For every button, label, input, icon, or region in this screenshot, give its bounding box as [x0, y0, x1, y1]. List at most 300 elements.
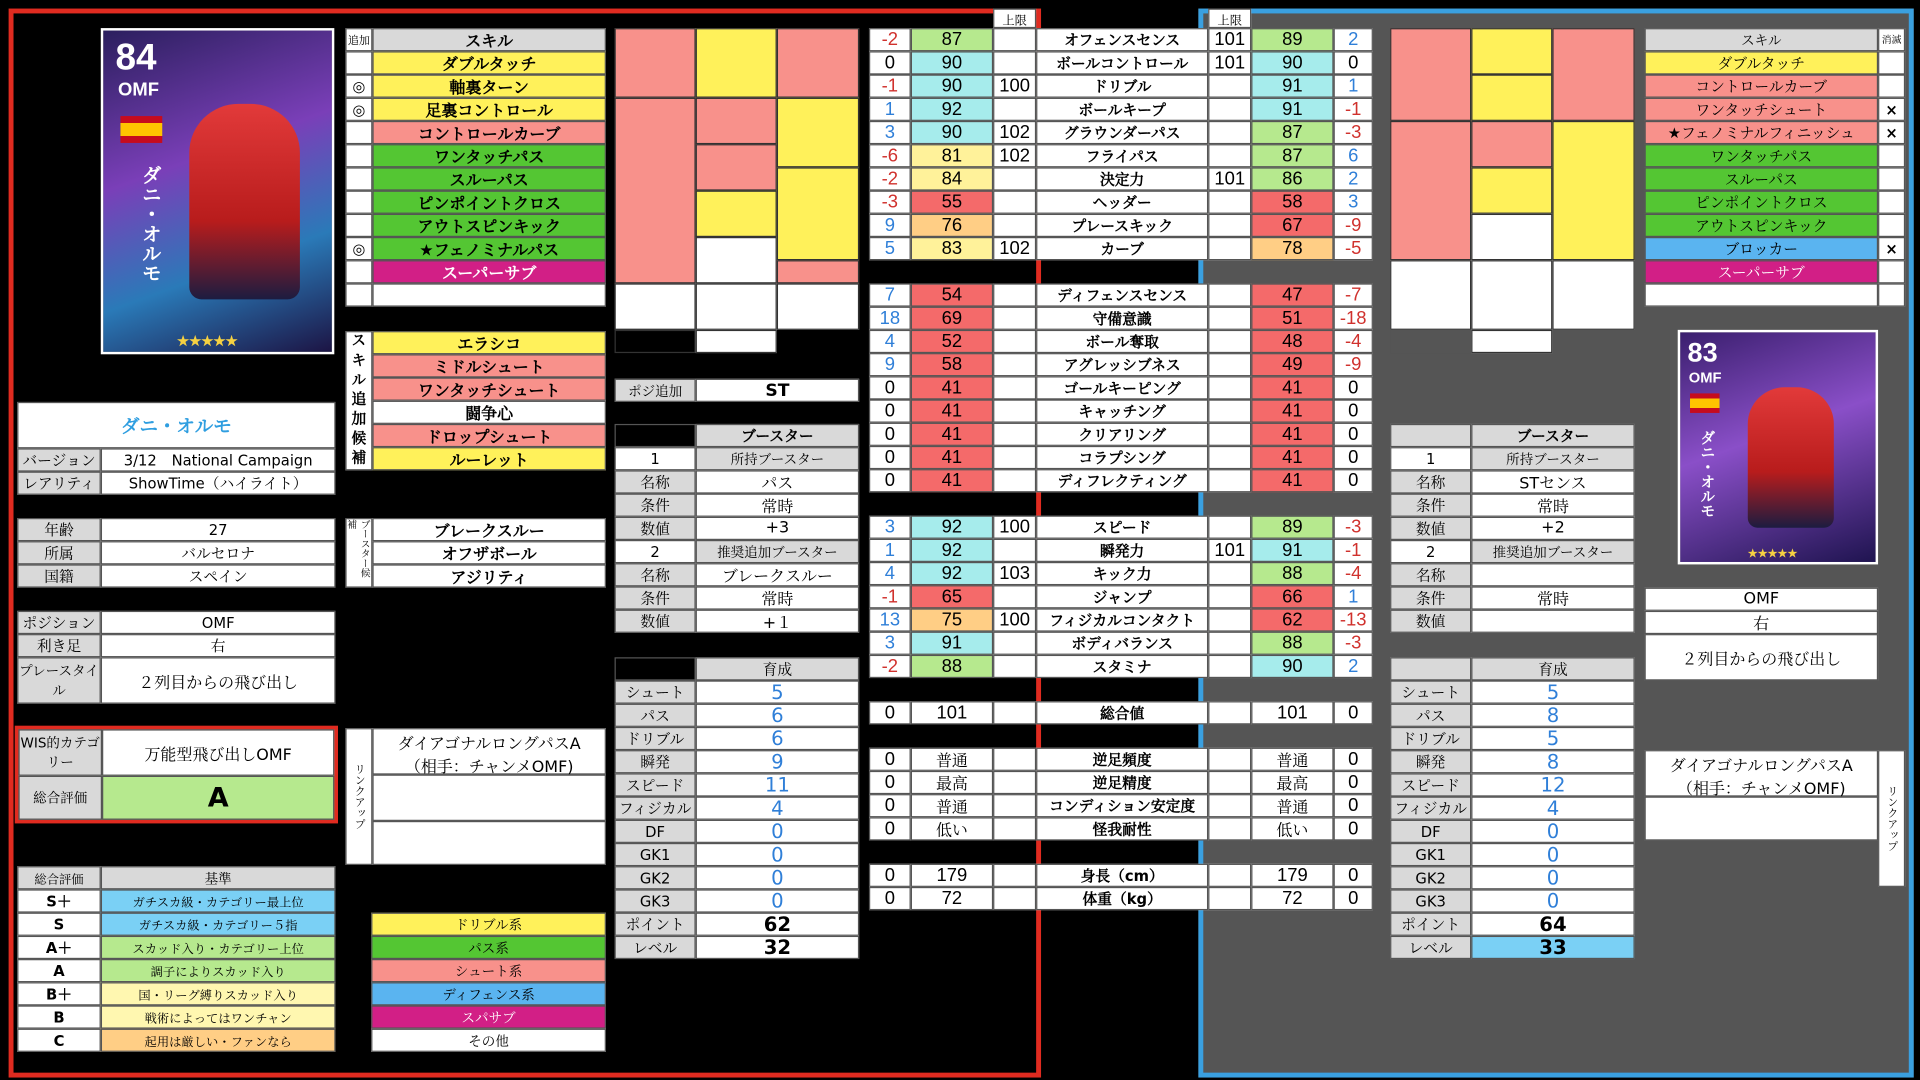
training-value: 0 [1471, 889, 1634, 912]
skill-header-right: スキル [1645, 28, 1879, 51]
stat-cap-left [993, 446, 1036, 469]
stat-diff-right: 2 [1334, 655, 1373, 678]
stat-cap-left: 102 [993, 237, 1036, 260]
stat-value-left: 69 [911, 307, 993, 330]
stat-value-right: 58 [1251, 191, 1333, 214]
booster-no: 1 [1390, 447, 1471, 470]
stat-name: キャッチング [1036, 399, 1208, 422]
stat-value-right: 41 [1251, 376, 1333, 399]
stat-cap-right [1208, 353, 1251, 376]
training-value: 0 [1471, 820, 1634, 843]
stat-value-left: 92 [911, 539, 993, 562]
stat-value-right: 41 [1251, 399, 1333, 422]
stat-diff-left: -1 [869, 75, 911, 98]
card-position: OMF [117, 79, 159, 101]
stat-cap-right [1208, 307, 1251, 330]
stat-name: ゴールキーピング [1036, 376, 1208, 399]
stat-value-left: 92 [911, 516, 993, 539]
rating-grade: B [17, 1005, 101, 1028]
training-value: 5 [696, 680, 859, 703]
stat-name: クリアリング [1036, 423, 1208, 446]
stat-diff-left: 4 [869, 562, 911, 585]
skills-table-left [345, 28, 606, 307]
skill-delete-mark [1878, 260, 1905, 283]
diff-left: 0 [869, 771, 911, 794]
training-stat: 瞬発 [615, 750, 696, 773]
category-table [15, 726, 338, 824]
stat-cap-left [993, 376, 1036, 399]
rating-criteria: ガチスカ級・カテゴリー５指 [101, 913, 336, 936]
right-link-text1: ダイアゴナルロングパスA [1669, 757, 1853, 776]
stat-value-right: 62 [1251, 608, 1333, 631]
booster-value: 常時 [696, 494, 859, 517]
stat-cap-left: 103 [993, 562, 1036, 585]
skill-item: 足裏コントロール [372, 98, 606, 121]
training-stat: ドリブル [615, 727, 696, 750]
rating-grade: S＋ [17, 889, 101, 912]
booster-value: ブレークスルー [696, 563, 859, 586]
stat-value-left: 54 [911, 283, 993, 306]
right-info-table [1645, 588, 1879, 681]
stat-cap-left [993, 167, 1036, 190]
stat-value-right: 90 [1251, 655, 1333, 678]
link-up-label: リンクアップ [345, 728, 372, 865]
player-card-right [1678, 330, 1878, 565]
training-value: 4 [696, 797, 859, 820]
skill-item-right: ワンタッチパス [1645, 144, 1879, 167]
stat-cap-left: 100 [993, 516, 1036, 539]
value-right: 72 [1251, 887, 1333, 910]
booster-spacer [615, 424, 696, 447]
booster-key: 数値 [615, 610, 696, 633]
training-stat: パス [1390, 704, 1471, 727]
booster-label: 推奨追加ブースター [696, 540, 859, 563]
stat-diff-right: -13 [1334, 608, 1373, 631]
rating-grade: S [17, 913, 101, 936]
stat-cap-left [993, 283, 1036, 306]
stat-name: フライパス [1036, 144, 1208, 167]
stat-value-left: 41 [911, 376, 993, 399]
skill-delete-mark [1878, 75, 1905, 98]
value-right: 普通 [1251, 748, 1333, 771]
stat-value-right: 88 [1251, 632, 1333, 655]
diff-right: 0 [1334, 887, 1373, 910]
value-left: 72 [911, 887, 993, 910]
foot-label: 利き足 [17, 634, 101, 657]
stat-cap-left [993, 214, 1036, 237]
cap-empty [993, 748, 1036, 771]
stat-diff-right: -3 [1334, 121, 1373, 144]
stat-cap-right [1208, 585, 1251, 608]
value-left: 最高 [911, 771, 993, 794]
stat-diff-right: 6 [1334, 144, 1373, 167]
stat-name: プレースキック [1036, 214, 1208, 237]
skill-delete-mark [1878, 214, 1905, 237]
rating-header: 総合評価 [17, 866, 101, 889]
skill-item: ★フェノミナルパス [372, 237, 606, 260]
legend-item: スパサブ [371, 1005, 606, 1028]
age-value: 27 [101, 518, 336, 541]
card-rating-right: 83 [1687, 337, 1718, 368]
booster-key: 条件 [1390, 586, 1471, 609]
skill-mark: ◎ [345, 98, 372, 121]
stat-cap-right [1208, 399, 1251, 422]
right-style: ２列目からの飛び出し [1645, 634, 1879, 680]
right-link-label: リンクアップ [1878, 750, 1905, 887]
stat-name: 守備意識 [1036, 307, 1208, 330]
cap-empty [1208, 794, 1251, 817]
stat-value-right: 67 [1251, 214, 1333, 237]
training-value: 11 [696, 773, 859, 796]
card-position-right: OMF [1688, 368, 1722, 387]
skill-item-right [1645, 283, 1879, 306]
stat-cap-left [993, 655, 1036, 678]
training-value: 0 [696, 820, 859, 843]
skill-mark [345, 121, 372, 144]
skill-mark [345, 51, 372, 74]
rarity-value: ShowTime（ハイライト） [101, 472, 336, 495]
player-figure-right [1748, 387, 1834, 527]
cap-empty [993, 771, 1036, 794]
row-name: 身長（cm） [1036, 864, 1208, 887]
stat-diff-left: 13 [869, 608, 911, 631]
booster-title: ブースター [1471, 424, 1634, 447]
stat-cap-right [1208, 376, 1251, 399]
training-value: 0 [1471, 866, 1634, 889]
stat-diff-right: 0 [1334, 423, 1373, 446]
booster-no: 2 [615, 540, 696, 563]
stat-name: スタミナ [1036, 655, 1208, 678]
diff-right: 0 [1334, 864, 1373, 887]
stat-name: ジャンプ [1036, 585, 1208, 608]
stat-name: フィジカルコンタクト [1036, 608, 1208, 631]
left-color-grid [615, 28, 860, 353]
training-value: 12 [1471, 773, 1634, 796]
skill-delete-mark [1878, 191, 1905, 214]
booster-key: 名称 [1390, 470, 1471, 493]
stat-diff-right: -18 [1334, 307, 1373, 330]
stat-cap-right [1208, 283, 1251, 306]
booster-candidate: アジリティ [372, 564, 606, 587]
stat-value-right: 48 [1251, 330, 1333, 353]
stat-diff-right: 0 [1334, 446, 1373, 469]
stat-cap-right: 101 [1208, 539, 1251, 562]
stat-value-left: 41 [911, 469, 993, 492]
stat-diff-right: 0 [1334, 51, 1373, 74]
training-spacer [615, 657, 696, 680]
diff-left: 0 [869, 748, 911, 771]
booster-value: 常時 [696, 586, 859, 609]
stat-diff-right: 3 [1334, 191, 1373, 214]
stat-diff-left: 0 [869, 376, 911, 399]
stat-cap-left: 102 [993, 144, 1036, 167]
booster-left [615, 424, 860, 633]
skill-item-right: アウトスピンキック [1645, 214, 1879, 237]
stat-diff-left: 0 [869, 51, 911, 74]
skill-delete-mark [1878, 144, 1905, 167]
row-name: 体重（kg） [1036, 887, 1208, 910]
stat-cap-left [993, 330, 1036, 353]
diff-right: 0 [1334, 794, 1373, 817]
booster-label: 所持ブースター [1471, 447, 1634, 470]
skill-candidate: ドロップシュート [372, 424, 606, 447]
player-card-left [101, 28, 335, 354]
stat-cap-right [1208, 655, 1251, 678]
stat-diff-right: 0 [1334, 469, 1373, 492]
value-right: 低い [1251, 817, 1333, 840]
skill-delete-mark: × [1878, 98, 1905, 121]
stats-table [869, 9, 1373, 911]
right-foot: 右 [1645, 611, 1879, 634]
skill-mark [345, 144, 372, 167]
row-name: 逆足頻度 [1036, 748, 1208, 771]
booster-key: 数値 [615, 517, 696, 540]
rating-criteria: 起用は厳しい・ファンなら [101, 1029, 336, 1052]
booster-key: 名称 [1390, 563, 1471, 586]
stat-diff-left: 9 [869, 353, 911, 376]
stat-name: ボール奪取 [1036, 330, 1208, 353]
stat-value-left: 92 [911, 98, 993, 121]
stat-value-right: 88 [1251, 562, 1333, 585]
training-stat: GK1 [615, 843, 696, 866]
stat-diff-left: 7 [869, 283, 911, 306]
value-left: 普通 [911, 748, 993, 771]
training-title: 育成 [1471, 657, 1634, 680]
points-label: ポイント [615, 913, 696, 936]
booster-key: 条件 [1390, 494, 1471, 517]
stat-cap-right: 101 [1208, 51, 1251, 74]
row-name: 逆足精度 [1036, 771, 1208, 794]
rating-criteria: 戦術によってはワンチャン [101, 1005, 336, 1028]
stat-value-right: 89 [1251, 516, 1333, 539]
cap-header-left: 上限 [993, 9, 1036, 29]
skill-mark [345, 191, 372, 214]
stat-diff-left: 0 [869, 469, 911, 492]
stat-value-left: 81 [911, 144, 993, 167]
card-name: ダニ・オルモ [138, 164, 160, 283]
position-add [615, 379, 860, 402]
stat-value-right: 87 [1251, 121, 1333, 144]
stat-value-left: 52 [911, 330, 993, 353]
card-name-right: ダニ・オルモ [1698, 430, 1716, 519]
stat-value-right: 78 [1251, 237, 1333, 260]
style-value: ２列目からの飛び出し [101, 657, 336, 703]
booster-no: 1 [615, 447, 696, 470]
stat-diff-right: -4 [1334, 562, 1373, 585]
diff-right: 0 [1334, 701, 1373, 724]
stat-value-left: 91 [911, 632, 993, 655]
diff-left: 0 [869, 864, 911, 887]
stat-name: ディフレクティング [1036, 469, 1208, 492]
stat-cap-left [993, 353, 1036, 376]
stat-value-right: 47 [1251, 283, 1333, 306]
stat-diff-right: -5 [1334, 237, 1373, 260]
row-name: コンディション安定度 [1036, 794, 1208, 817]
stat-cap-right [1208, 75, 1251, 98]
skill-candidate: ルーレット [372, 447, 606, 470]
stat-value-left: 88 [911, 655, 993, 678]
stat-value-right: 91 [1251, 75, 1333, 98]
diff-left: 0 [869, 701, 911, 724]
booster-value: 常時 [1471, 494, 1634, 517]
skill-mark [345, 260, 372, 283]
stat-diff-left: 3 [869, 516, 911, 539]
stat-value-left: 84 [911, 167, 993, 190]
booster-value: +１ [696, 610, 859, 633]
stat-value-right: 49 [1251, 353, 1333, 376]
version-value: 3/12 National Campaign [101, 448, 336, 471]
stat-value-right: 41 [1251, 469, 1333, 492]
skill-mark [345, 214, 372, 237]
eval-value: A [102, 776, 334, 820]
skill-delete-mark [1878, 283, 1905, 306]
stat-cap-right [1208, 446, 1251, 469]
booster-value: +2 [1471, 517, 1634, 540]
stat-cap-right [1208, 191, 1251, 214]
skill-item-right: ダブルタッチ [1645, 51, 1879, 74]
stat-cap-left: 100 [993, 75, 1036, 98]
booster-key: 名称 [615, 470, 696, 493]
skill-candidates [345, 331, 606, 470]
skill-candidates-label: スキル追加候補 [345, 331, 372, 470]
stat-value-left: 90 [911, 51, 993, 74]
booster-value [1471, 563, 1634, 586]
skill-header: スキル [372, 28, 606, 51]
stat-cap-right [1208, 632, 1251, 655]
booster-key: 名称 [615, 563, 696, 586]
rarity-label: レアリティ [17, 472, 101, 495]
club-value: バルセロナ [101, 541, 336, 564]
stat-cap-left [993, 28, 1036, 51]
rating-criteria: ガチスカ級・カテゴリー最上位 [101, 889, 336, 912]
points-value: 62 [696, 913, 859, 936]
card-rating: 84 [115, 37, 157, 79]
legend-item: シュート系 [371, 959, 606, 982]
training-stat: ドリブル [1390, 727, 1471, 750]
rating-grade: C [17, 1029, 101, 1052]
training-spacer [1390, 657, 1471, 680]
skill-candidate: ミドルシュート [372, 354, 606, 377]
stat-cap-right [1208, 469, 1251, 492]
booster-key: 数値 [1390, 517, 1471, 540]
skill-item-right: コントロールカーブ [1645, 75, 1879, 98]
stat-cap-left [993, 191, 1036, 214]
foot-value: 右 [101, 634, 336, 657]
booster-candidates [345, 518, 606, 588]
legend-item: その他 [371, 1029, 606, 1052]
skill-mark [345, 283, 372, 306]
stat-cap-right: 101 [1208, 28, 1251, 51]
skill-delete-mark: × [1878, 237, 1905, 260]
stat-name: コラプシング [1036, 446, 1208, 469]
training-value: 0 [696, 843, 859, 866]
skill-candidate: エラシコ [372, 331, 606, 354]
row-name: 総合値 [1036, 701, 1208, 724]
stat-cap-right [1208, 237, 1251, 260]
stat-value-left: 90 [911, 75, 993, 98]
level-label: レベル [1390, 936, 1471, 959]
stat-name: オフェンスセンス [1036, 28, 1208, 51]
stat-diff-right: -9 [1334, 353, 1373, 376]
booster-value [1471, 610, 1634, 633]
cap-empty [1208, 748, 1251, 771]
training-value: 8 [1471, 750, 1634, 773]
diff-right: 0 [1334, 817, 1373, 840]
stat-diff-left: -2 [869, 28, 911, 51]
stat-name: ボールキープ [1036, 98, 1208, 121]
booster-candidates-label: ブースター候補 [345, 518, 372, 588]
stat-diff-right: 0 [1334, 376, 1373, 399]
stat-diff-left: 5 [869, 237, 911, 260]
value-left: 普通 [911, 794, 993, 817]
skill-item-right: スーパーサブ [1645, 260, 1879, 283]
booster-value: 常時 [1471, 586, 1634, 609]
skill-item: コントロールカーブ [372, 121, 606, 144]
skill-item: スルーパス [372, 167, 606, 190]
diff-left: 0 [869, 794, 911, 817]
stat-cap-left [993, 539, 1036, 562]
booster-candidate: オフザボール [372, 541, 606, 564]
link-up-text1: ダイアゴナルロングパスA [397, 735, 581, 754]
skills-table-right [1645, 28, 1906, 307]
link-up-text2: （相手：チャンメOMF) [404, 758, 574, 778]
stat-diff-left: 1 [869, 98, 911, 121]
criteria-header: 基準 [101, 866, 336, 889]
booster-value: +3 [696, 517, 859, 540]
stat-diff-left: 3 [869, 121, 911, 144]
stat-diff-right: 1 [1334, 585, 1373, 608]
booster-candidate: ブレークスルー [372, 518, 606, 541]
cap-empty [993, 794, 1036, 817]
category-label: WIS的カテゴリー [18, 729, 102, 775]
eval-label: 総合評価 [18, 776, 102, 820]
level-value: 33 [1471, 936, 1634, 959]
value-left: 101 [911, 701, 993, 724]
stat-diff-left: 0 [869, 423, 911, 446]
color-legend [371, 913, 606, 1052]
stat-cap-left [993, 98, 1036, 121]
pos-add-value: ST [696, 379, 859, 402]
position-value: OMF [101, 611, 336, 634]
training-stat: シュート [615, 680, 696, 703]
training-stat: GK3 [615, 889, 696, 912]
skill-delete-header: 消滅 [1878, 28, 1905, 51]
right-position: OMF [1645, 588, 1879, 611]
stat-diff-left: 0 [869, 399, 911, 422]
skill-delete-mark: × [1878, 121, 1905, 144]
age-label: 年齢 [17, 518, 101, 541]
training-stat: DF [1390, 820, 1471, 843]
stat-value-right: 91 [1251, 539, 1333, 562]
right-color-grid [1390, 28, 1635, 353]
card-stars: ★★★★★ [176, 334, 238, 350]
level-value: 32 [696, 936, 859, 959]
rating-grade: A [17, 959, 101, 982]
skill-delete-mark [1878, 51, 1905, 74]
stat-value-left: 92 [911, 562, 993, 585]
cap-empty [1208, 701, 1251, 724]
stat-diff-right: -7 [1334, 283, 1373, 306]
training-stat: パス [615, 704, 696, 727]
stat-name: ヘッダー [1036, 191, 1208, 214]
stat-value-left: 41 [911, 446, 993, 469]
value-left: 低い [911, 817, 993, 840]
stat-cap-right [1208, 423, 1251, 446]
stat-diff-left: 9 [869, 214, 911, 237]
stat-diff-left: -6 [869, 144, 911, 167]
diff-right: 0 [1334, 748, 1373, 771]
stat-value-right: 41 [1251, 423, 1333, 446]
